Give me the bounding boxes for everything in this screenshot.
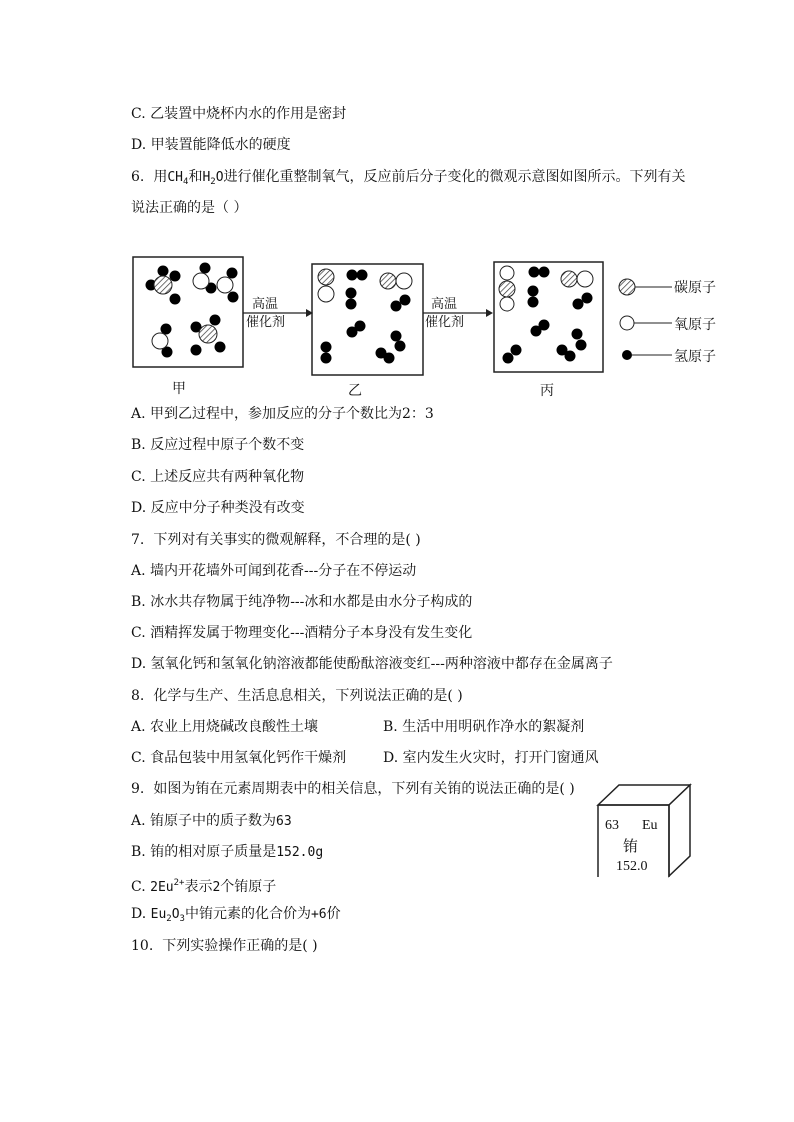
hydrogen-atom <box>170 271 181 282</box>
q8-stem <box>131 686 463 706</box>
q9-option-d: D. $Eu_2O_3$中铕元素的化合价为+6价 <box>131 906 341 924</box>
question-number: 10. <box>131 938 154 954</box>
oxygen-atom <box>318 286 334 302</box>
q9-option-c: C. $2Eu^{2+}$表示2个铕原子 <box>131 878 277 895</box>
hydrogen-atom <box>528 297 539 308</box>
ion-formula: $2Eu^{2+}$ <box>150 878 185 895</box>
carbon-atom <box>318 269 334 285</box>
q8-stem-text: 化学与生产、生活息息相关，下列说法正确的是( ) <box>153 688 463 704</box>
q8-option-d: D. 室内发生火灾时，打开门窗通风 <box>383 750 599 766</box>
box-jia <box>133 257 243 367</box>
q9-option-b: B. 铕的相对原子质量是152.0g <box>131 844 324 860</box>
q6-stem-continued: 说法正确的是（ ） <box>131 200 248 216</box>
atomic-number: 63 <box>605 818 619 833</box>
condition-high-temp: 高温 <box>431 297 458 312</box>
legend-hydrogen-label: 氢原子 <box>674 349 716 365</box>
hydrogen-atom <box>400 295 411 306</box>
oxygen-atom <box>193 273 209 289</box>
hydrogen-atom <box>321 342 332 353</box>
ch4-formula: $CH_4$ <box>167 170 189 187</box>
hydrogen-atom <box>528 286 539 297</box>
legend-oxygen-label: 氧原子 <box>674 317 716 333</box>
hydrogen-atom <box>346 299 357 310</box>
hydrogen-atom <box>321 353 332 364</box>
q7-option-b: B. 冰水共存物属于纯净物---冰和水都是由水分子构成的 <box>131 594 473 610</box>
carbon-atom <box>154 276 172 294</box>
condition-catalyst: 催化剂 <box>425 315 465 330</box>
hydrogen-atom <box>158 266 169 277</box>
hydrogen-atom <box>391 301 402 312</box>
label-bing: 丙 <box>540 383 554 399</box>
hydrogen-atom <box>511 345 522 356</box>
label-jia: 甲 <box>172 381 186 397</box>
hydrogen-atom <box>227 268 238 279</box>
question-number: 9. <box>131 781 145 797</box>
question-number: 6. <box>131 169 145 185</box>
legend-carbon-atom <box>619 279 635 295</box>
q8-option-c: C. 食品包装中用氢氧化钙作干燥剂 <box>131 750 347 766</box>
hydrogen-atom <box>565 351 576 362</box>
legend-hydrogen-atom <box>622 350 632 360</box>
q5-option-d: D. 甲装置能降低水的硬度 <box>131 137 291 153</box>
hydrogen-atom <box>576 340 587 351</box>
hydrogen-atom <box>539 320 550 331</box>
q8-option-b: B. 生活中用明矾作净水的絮凝剂 <box>383 719 585 735</box>
q6-stem-text: 进行催化重整制氧气，反应前后分子变化的微观示意图如图所示。下列有关 <box>223 169 686 185</box>
hydrogen-atom <box>228 292 239 303</box>
element-symbol: Eu <box>642 818 658 833</box>
q7-option-a: A. 墙内开花墙外可闻到花香---分子在不停运动 <box>131 563 417 579</box>
hydrogen-atom <box>395 341 406 352</box>
cube-side-face <box>669 785 690 876</box>
hydrogen-atom <box>384 353 395 364</box>
hydrogen-atom <box>357 270 368 281</box>
q9-option-a: A. 铕原子中的质子数为63 <box>131 813 292 829</box>
hydrogen-atom <box>391 331 402 342</box>
hydrogen-atom <box>346 288 357 299</box>
q10-stem-text: 下列实验操作正确的是( ) <box>162 938 318 954</box>
hydrogen-atom <box>210 315 221 326</box>
oxygen-atom <box>152 333 168 349</box>
q9-stem-text: 如图为铕在元素周期表中的相关信息，下列有关铕的说法正确的是( ) <box>153 781 575 797</box>
q6-option-d: D. 反应中分子种类没有改变 <box>131 500 305 516</box>
q7-option-d: D. 氢氧化钙和氢氧化钠溶液都能使酚酞溶液变红---两种溶液中都存在金属离子 <box>131 656 613 672</box>
q6-stem-text: 和 <box>188 169 203 185</box>
q10-stem <box>131 936 318 956</box>
hydrogen-atom <box>215 342 226 353</box>
oxide-formula: $Eu_2O_3$ <box>150 907 185 924</box>
q6-option-a: A. 甲到乙过程中，参加反应的分子个数比为2：3 <box>131 406 434 422</box>
carbon-atom <box>380 273 396 289</box>
mass-value: 152.0g <box>276 845 324 860</box>
atomic-mass: 152.0 <box>616 859 648 874</box>
hydrogen-atom <box>355 321 366 332</box>
hydrogen-atom <box>170 294 181 305</box>
legend-oxygen-atom <box>620 316 634 330</box>
oxygen-atom <box>500 266 514 280</box>
condition-high-temp: 高温 <box>252 297 279 312</box>
oxygen-atom <box>577 271 593 287</box>
element-name: 铕 <box>623 839 639 855</box>
h2o-formula: $H_2O$ <box>202 170 224 187</box>
q7-option-c: C. 酒精挥发属于物理变化---酒精分子本身没有发生变化 <box>131 625 473 641</box>
hydrogen-atom <box>529 267 540 278</box>
hydrogen-atom <box>573 299 584 310</box>
oxygen-atom <box>217 277 233 293</box>
oxygen-atom <box>500 297 514 311</box>
proton-number: 63 <box>276 814 292 829</box>
hydrogen-atom <box>582 293 593 304</box>
q5-option-c: C. 乙装置中烧杯内水的作用是密封 <box>131 106 347 122</box>
hydrogen-atom <box>572 329 583 340</box>
cube-top-face <box>598 785 690 805</box>
q6-option-b: B. 反应过程中原子个数不变 <box>131 437 305 453</box>
q7-stem <box>131 530 421 550</box>
carbon-atom <box>199 325 217 343</box>
hydrogen-atom <box>347 270 358 281</box>
label-yi: 乙 <box>348 383 362 399</box>
q6-stem-text: 用 <box>153 169 168 185</box>
oxygen-atom <box>396 273 412 289</box>
arrowhead <box>486 309 493 317</box>
hydrogen-atom <box>191 345 202 356</box>
condition-catalyst: 催化剂 <box>246 315 286 330</box>
question-number: 7. <box>131 532 145 548</box>
question-number: 8. <box>131 688 145 704</box>
carbon-atom <box>499 281 515 297</box>
hydrogen-atom <box>539 267 550 278</box>
q9-stem <box>131 779 575 799</box>
legend-carbon-label: 碳原子 <box>674 280 716 296</box>
hydrogen-atom <box>503 353 514 364</box>
q7-stem-text: 下列对有关事实的微观解释，不合理的是( ) <box>153 532 421 548</box>
carbon-atom <box>561 271 577 287</box>
q8-option-a: A. 农业上用烧碱改良酸性土壤 <box>131 719 319 735</box>
q6-option-c: C. 上述反应共有两种氧化物 <box>131 469 305 485</box>
molecule-diagram <box>0 0 794 410</box>
hydrogen-atom <box>200 263 211 274</box>
